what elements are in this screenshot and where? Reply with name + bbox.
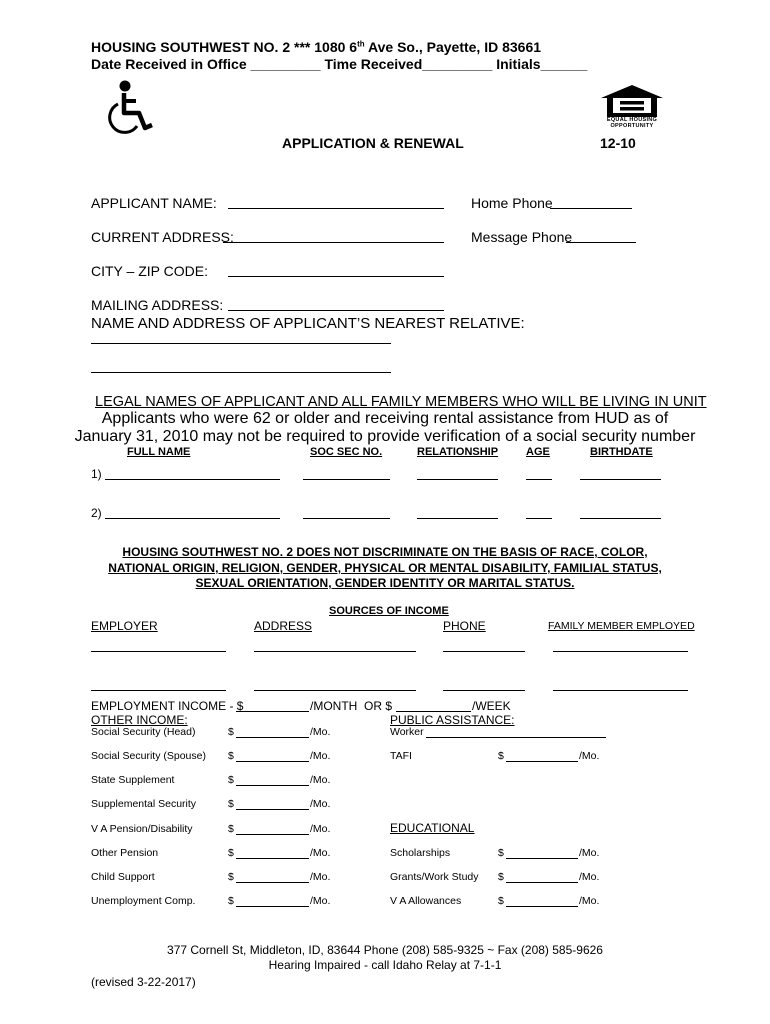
- employer-1-member-field[interactable]: [553, 651, 688, 652]
- household-heading: LEGAL NAMES OF APPLICANT AND ALL FAMILY MEMBERS WHO WILL BE LIVING IN UNIT: [95, 394, 707, 410]
- column-address: ADDRESS: [254, 619, 313, 633]
- income-item-label: Supplemental Security: [91, 798, 197, 810]
- form-code: 12-10: [600, 135, 636, 151]
- income-item-label: Scholarships: [390, 847, 451, 859]
- member-2-age-field[interactable]: [526, 518, 552, 519]
- dollar-sign: $: [228, 798, 234, 810]
- tafi-label: TAFI: [390, 750, 412, 762]
- dollar-sign: $: [228, 895, 234, 907]
- column-family-member-employed: FAMILY MEMBER EMPLOYED: [548, 620, 695, 632]
- worker-label: Worker: [390, 726, 424, 738]
- va-allowances-field[interactable]: [506, 906, 578, 907]
- tafi-field[interactable]: [506, 761, 578, 762]
- employer-2-address-field[interactable]: [254, 690, 416, 691]
- current-address-label: CURRENT ADDRESS:: [91, 229, 234, 245]
- nondiscrimination-line-1: HOUSING SOUTHWEST NO. 2 DOES NOT DISCRIMINATE ON THE BASIS OF RACE, COLOR,: [122, 545, 648, 559]
- nondiscrimination-line-3: SEXUAL ORIENTATION, GENDER IDENTITY OR MARITAL STATUS.: [195, 576, 575, 590]
- member-1-birthdate-field[interactable]: [580, 479, 661, 480]
- household-note-line-1: Applicants who were 62 or older and receiving rental assistance from HUD as of: [101, 410, 669, 427]
- org-line-rest: Ave So., Payette, ID 83661: [364, 39, 542, 55]
- org-line-sup: th: [357, 39, 365, 49]
- member-row-number: 1): [91, 467, 102, 481]
- supplemental-security-field[interactable]: [236, 809, 309, 810]
- home-phone-field[interactable]: [550, 208, 632, 209]
- nearest-relative-field-2[interactable]: [91, 372, 391, 373]
- employer-2-field[interactable]: [91, 690, 226, 691]
- mailing-address-field[interactable]: [228, 310, 444, 311]
- dollar-sign: $: [228, 847, 234, 859]
- current-address-field[interactable]: [223, 242, 444, 243]
- eho-caption: EQUAL HOUSING OPPORTUNITY: [606, 117, 658, 129]
- per-month-unit: /Mo.: [310, 871, 331, 883]
- footer-relay: Hearing Impaired - call Idaho Relay at 7-1-1: [268, 958, 502, 972]
- per-month-unit: /Mo.: [310, 774, 331, 786]
- column-birthdate: BIRTHDATE: [590, 446, 653, 458]
- income-item-label: Child Support: [91, 871, 155, 883]
- member-1-relationship-field[interactable]: [417, 479, 498, 480]
- employment-income-label: EMPLOYMENT INCOME - $: [91, 699, 244, 713]
- per-month-unit: /Mo.: [579, 871, 600, 883]
- income-heading: SOURCES OF INCOME: [329, 605, 449, 617]
- income-item-label: Unemployment Comp.: [91, 895, 196, 907]
- member-2-birthdate-field[interactable]: [580, 518, 661, 519]
- income-item-label: Other Pension: [91, 847, 159, 859]
- income-item-label: State Supplement: [91, 774, 175, 786]
- dollar-sign: $: [228, 774, 234, 786]
- wheelchair-accessibility-icon: [107, 80, 157, 136]
- employment-monthly-field[interactable]: [236, 711, 309, 712]
- member-row-number: 2): [91, 506, 102, 520]
- per-month-unit: /Mo.: [310, 823, 331, 835]
- income-item-label: V A Pension/Disability: [91, 823, 193, 835]
- column-age: AGE: [526, 446, 550, 458]
- worker-field[interactable]: [426, 737, 606, 738]
- per-month-label: /MONTH: [310, 699, 358, 713]
- per-month-unit: /Mo.: [310, 847, 331, 859]
- applicant-name-label: APPLICANT NAME:: [91, 195, 217, 211]
- dollar-sign: $: [228, 823, 234, 835]
- org-heading: [91, 40, 541, 54]
- employment-weekly-field[interactable]: [396, 711, 471, 712]
- dollar-sign: $: [228, 726, 234, 738]
- employer-1-phone-field[interactable]: [443, 651, 525, 652]
- scholarships-field[interactable]: [506, 858, 578, 859]
- member-1-ssn-field[interactable]: [303, 479, 390, 480]
- grants-work-study-field[interactable]: [506, 882, 578, 883]
- child-support-field[interactable]: [236, 882, 309, 883]
- per-month-unit: /Mo.: [579, 895, 600, 907]
- public-assistance-heading: PUBLIC ASSISTANCE:: [390, 713, 515, 727]
- social-security-head-field[interactable]: [236, 737, 309, 738]
- dollar-sign: $: [228, 871, 234, 883]
- employer-2-phone-field[interactable]: [443, 690, 525, 691]
- home-phone-label: Home Phone: [471, 195, 553, 211]
- income-item-label: V A Allowances: [390, 895, 462, 907]
- nearest-relative-field-1[interactable]: [91, 343, 391, 344]
- column-relationship: RELATIONSHIP: [417, 446, 499, 458]
- member-1-age-field[interactable]: [526, 479, 552, 480]
- dollar-sign: $: [498, 895, 504, 907]
- column-soc-sec-no: SOC SEC NO.: [310, 446, 383, 458]
- org-line-main: HOUSING SOUTHWEST NO. 2 *** 1080 6: [91, 39, 358, 55]
- column-employer: EMPLOYER: [91, 619, 158, 633]
- state-supplement-field[interactable]: [236, 785, 309, 786]
- per-month-unit: /Mo.: [310, 798, 331, 810]
- social-security-spouse-field[interactable]: [236, 761, 309, 762]
- other-pension-field[interactable]: [236, 858, 309, 859]
- unemployment-comp-field[interactable]: [236, 906, 309, 907]
- employer-1-address-field[interactable]: [254, 651, 416, 652]
- per-month-unit: /Mo.: [310, 895, 331, 907]
- member-2-ssn-field[interactable]: [303, 518, 390, 519]
- employer-1-field[interactable]: [91, 651, 226, 652]
- revised-date: (revised 3-22-2017): [91, 975, 196, 989]
- va-pension-field[interactable]: [236, 834, 309, 835]
- employer-2-member-field[interactable]: [553, 690, 688, 691]
- city-zip-label: CITY – ZIP CODE:: [91, 263, 208, 279]
- per-month-unit: /Mo.: [310, 726, 331, 738]
- per-month-unit: /Mo.: [579, 847, 600, 859]
- household-note-line-2: January 31, 2010 may not be required to provide verification of a social security number: [74, 428, 696, 445]
- applicant-name-field[interactable]: [228, 208, 444, 209]
- educational-heading: EDUCATIONAL: [390, 821, 475, 835]
- income-item-label: Grants/Work Study: [390, 871, 479, 883]
- member-2-relationship-field[interactable]: [417, 518, 498, 519]
- per-week-label: /WEEK: [472, 699, 511, 713]
- dollar-sign: $: [498, 871, 504, 883]
- per-month-unit: /Mo.: [579, 750, 600, 762]
- message-phone-field[interactable]: [566, 242, 636, 243]
- nearest-relative-label: NAME AND ADDRESS OF APPLICANT’S NEAREST RELATIVE:: [91, 315, 525, 332]
- income-item-label: Social Security (Head): [91, 726, 196, 738]
- other-income-heading: OTHER INCOME:: [91, 713, 188, 727]
- member-2-name-field[interactable]: [105, 518, 280, 519]
- received-line: Date Received in Office _________ Time Received_________ Initials______: [91, 56, 588, 72]
- city-zip-field[interactable]: [228, 276, 444, 277]
- form-title: APPLICATION & RENEWAL: [282, 135, 464, 151]
- dollar-sign: $: [228, 750, 234, 762]
- or-label: OR $: [364, 699, 393, 713]
- message-phone-label: Message Phone: [471, 229, 573, 245]
- per-month-unit: /Mo.: [310, 750, 331, 762]
- mailing-address-label: MAILING ADDRESS:: [91, 297, 224, 313]
- member-1-name-field[interactable]: [105, 479, 280, 480]
- column-full-name: FULL NAME: [127, 446, 191, 458]
- dollar-sign: $: [498, 847, 504, 859]
- dollar-sign: $: [498, 750, 504, 762]
- footer-address: 377 Cornell St, Middleton, ID, 83644 Phone (208) 585-9325 ~ Fax (208) 585-9626: [167, 943, 603, 957]
- nondiscrimination-line-2: NATIONAL ORIGIN, RELIGION, GENDER, PHYSICAL OR MENTAL DISABILITY, FAMILIAL STATUS,: [108, 561, 662, 575]
- column-phone: PHONE: [443, 619, 486, 633]
- income-item-label: Social Security (Spouse): [91, 750, 206, 762]
